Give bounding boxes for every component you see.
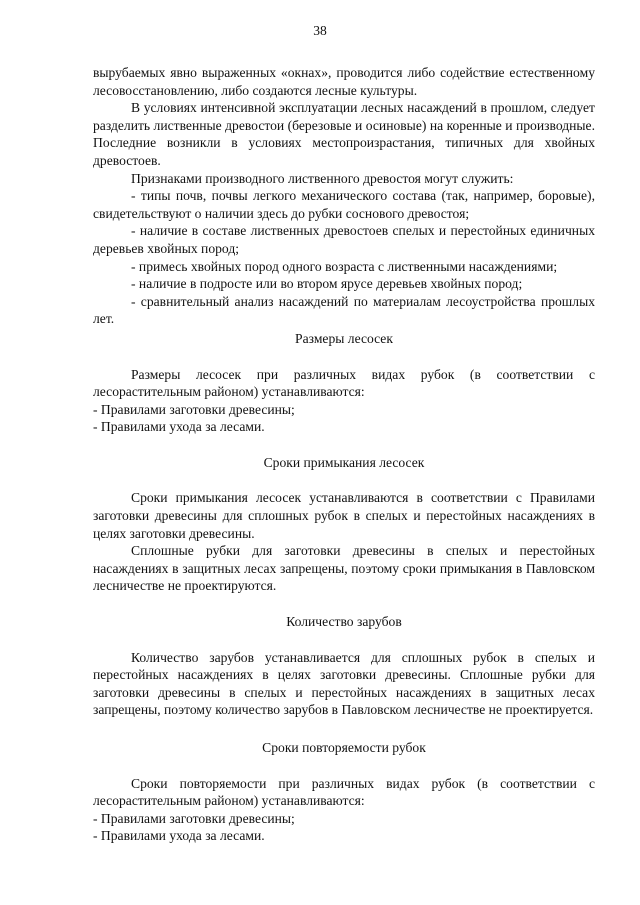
paragraph-continuation: вырубаемых явно выраженных «окнах», проводится либо содействие естественному лесовосстановлению, либо создаются лесные культуры. xyxy=(93,65,595,98)
list-item: - Правилами заготовки древесины; xyxy=(93,401,295,417)
paragraph: Признаками производного лиственного древостоя могут служить: xyxy=(131,170,514,186)
list-item: - сравнительный анализ насаждений по материалам лесоустройства прошлых лет. xyxy=(93,293,595,327)
section-heading: Сроки примыкания лесосек xyxy=(263,454,425,470)
list-item: - типы почв, почвы легкого механического состава (так, например, боровые), свидетельствуют о наличии здесь до рубки соснового древостоя; xyxy=(93,188,595,221)
paragraph: Сроки повторяемости при различных видах рубок (в соответствии с лесорастительным районом) устанавливаются: xyxy=(93,775,595,809)
section-heading: Размеры лесосек xyxy=(295,330,393,346)
section-heading: Сроки повторяемости рубок xyxy=(262,740,426,755)
paragraph: Количество зарубов устанавливается для сплошных рубок в спелых и перестойных насаждениях в целях заготовки древесины. Сплошные рубки для заготовки древесины в спелых и перестойных насаждениях в защитных лесах запрещены, поэтому количество зарубов в Павловском лесничестве не проектируется. xyxy=(93,649,595,718)
section-heading: Количество зарубов xyxy=(286,614,402,630)
paragraph: Размеры лесосек при различных видах рубок (в соответствии с лесорастительным районом) устанавливаются: xyxy=(93,366,595,400)
page-number: 38 xyxy=(313,23,327,38)
list-item: - примесь хвойных пород одного возраста с лиственными насаждениями; xyxy=(131,258,558,274)
list-item: - наличие в составе лиственных древостоев спелых и перестойных единичных деревьев хвойных пород; xyxy=(93,223,595,256)
list-item: - Правилами ухода за лесами. xyxy=(93,828,265,844)
document-body xyxy=(93,64,595,845)
list-item: - Правилами ухода за лесами. xyxy=(93,419,265,435)
list-item: - Правилами заготовки древесины; xyxy=(93,810,295,826)
paragraph: Сроки примыкания лесосек устанавливаются в соответствии с Правилами заготовки древесины для сплошных рубок в спелых и перестойных насаждениях в целях заготовки древесины. xyxy=(93,490,595,541)
list-item: - наличие в подросте или во втором ярусе деревьев хвойных пород; xyxy=(131,276,523,292)
paragraph: Сплошные рубки для заготовки древесины в спелых и перестойных насаждениях в защитных лесах запрещены, поэтому сроки примыкания в Павловском лесничестве не проектируются. xyxy=(93,543,595,594)
paragraph: В условиях интенсивной эксплуатации лесных насаждений в прошлом, следует разделить лиственные древостои (березовые и осиновые) на коренные и производные. Последние возникли в условиях местопроизрастания, типичных для хвойных древостоев. xyxy=(93,100,595,168)
